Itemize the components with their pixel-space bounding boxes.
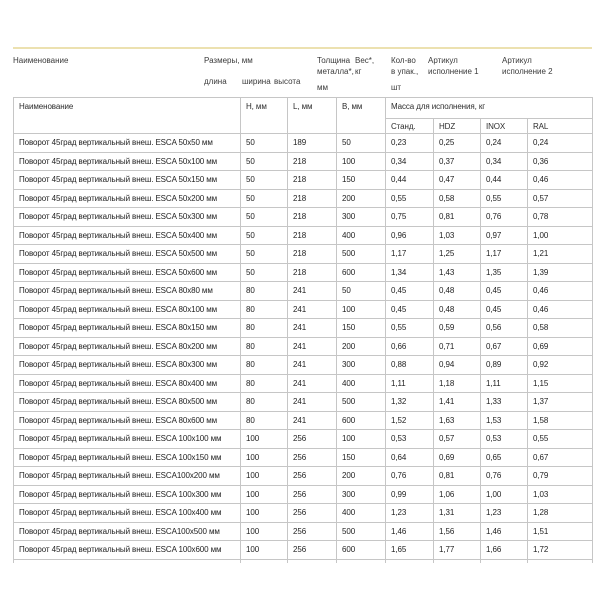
l-cell: 256 (288, 522, 337, 541)
h-cell: 50 (241, 152, 288, 171)
mass-inox-cell: 0,65 (481, 448, 528, 467)
top-header-article1-1: Артикул (428, 56, 458, 65)
mass-ral-cell: 0,92 (528, 356, 593, 375)
mass-hdz-cell: 1,77 (434, 541, 481, 560)
l-cell: 256 (288, 504, 337, 523)
mass-inox-cell: 0,89 (481, 356, 528, 375)
l-cell: 218 (288, 189, 337, 208)
mass-hdz-cell: 0,81 (434, 467, 481, 486)
mass-std-cell: 0,99 (386, 485, 434, 504)
mass-ral-cell: 1,28 (528, 504, 593, 523)
product-name-cell: Поворот 45град вертикальный внеш. ESCA 50x400 мм (14, 226, 241, 245)
empty-cell (386, 559, 434, 563)
mass-hdz-cell: 0,48 (434, 300, 481, 319)
mass-std-cell: 1,52 (386, 411, 434, 430)
product-name-cell: Поворот 45град вертикальный внеш. ESCA 100x600 мм (14, 541, 241, 560)
product-name-cell: Поворот 45град вертикальный внеш. ESCA 50x500 мм (14, 245, 241, 264)
top-header-thickness-3: мм (317, 83, 328, 90)
mass-ral-cell: 0,55 (528, 430, 593, 449)
h-cell: 100 (241, 541, 288, 560)
table-row (14, 263, 593, 282)
mass-inox-cell: 0,55 (481, 189, 528, 208)
l-cell: 241 (288, 374, 337, 393)
mass-inox-cell: 0,56 (481, 319, 528, 338)
h-cell: 50 (241, 171, 288, 190)
top-header-height: высота (274, 77, 301, 86)
top-header-sizes: Размеры, мм (204, 56, 253, 65)
product-name-cell: Поворот 45град вертикальный внеш. ESCA 50x200 мм (14, 189, 241, 208)
mass-inox-cell: 0,24 (481, 134, 528, 153)
l-cell: 256 (288, 430, 337, 449)
table-row (14, 541, 593, 560)
l-cell: 256 (288, 448, 337, 467)
h-cell: 50 (241, 134, 288, 153)
mass-std-cell: 0,45 (386, 282, 434, 301)
table-row (14, 356, 593, 375)
mass-inox-cell: 0,76 (481, 208, 528, 227)
table-row (14, 171, 593, 190)
b-cell: 600 (337, 411, 386, 430)
l-cell: 218 (288, 171, 337, 190)
empty-cell (14, 559, 241, 563)
table-row (14, 208, 593, 227)
empty-cell (241, 559, 288, 563)
b-cell: 200 (337, 467, 386, 486)
h-cell: 80 (241, 282, 288, 301)
empty-cell (528, 559, 593, 563)
mass-ral-cell: 0,78 (528, 208, 593, 227)
mass-ral-cell: 1,03 (528, 485, 593, 504)
mass-inox-cell: 0,45 (481, 300, 528, 319)
mass-hdz-cell: 1,06 (434, 485, 481, 504)
table-row (14, 245, 593, 264)
mass-hdz-cell: 1,63 (434, 411, 481, 430)
product-name-cell: Поворот 45град вертикальный внеш. ESCA 50x50 мм (14, 134, 241, 153)
table-row (14, 152, 593, 171)
table-row (14, 467, 593, 486)
h-cell: 100 (241, 485, 288, 504)
mass-hdz-cell: 1,25 (434, 245, 481, 264)
table-row (14, 411, 593, 430)
mass-inox-cell: 1,53 (481, 411, 528, 430)
b-cell: 150 (337, 448, 386, 467)
mass-ral-cell: 1,72 (528, 541, 593, 560)
mass-std-cell: 1,34 (386, 263, 434, 282)
l-cell: 218 (288, 152, 337, 171)
mass-inox-cell: 1,35 (481, 263, 528, 282)
mass-std-cell: 0,34 (386, 152, 434, 171)
mass-std-cell: 0,64 (386, 448, 434, 467)
b-cell: 200 (337, 189, 386, 208)
l-cell: 218 (288, 263, 337, 282)
top-header-thickness-2: металла*, (317, 67, 354, 76)
mass-hdz-cell: 0,37 (434, 152, 481, 171)
mass-ral-cell: 0,67 (528, 448, 593, 467)
b-cell: 50 (337, 134, 386, 153)
h-cell: 100 (241, 467, 288, 486)
mass-ral-cell: 0,79 (528, 467, 593, 486)
product-name-cell: Поворот 45град вертикальный внеш. ESCA 100x300 мм (14, 485, 241, 504)
table-header-mass-group: Масса для исполнения, кг (386, 98, 593, 119)
mass-hdz-cell: 0,58 (434, 189, 481, 208)
mass-inox-cell: 1,23 (481, 504, 528, 523)
table-row (14, 134, 593, 153)
l-cell: 256 (288, 485, 337, 504)
b-cell: 200 (337, 337, 386, 356)
top-header-length: длина (204, 77, 227, 86)
l-cell: 241 (288, 393, 337, 412)
table-row-cropped (14, 559, 593, 563)
mass-hdz-cell: 1,18 (434, 374, 481, 393)
h-cell: 100 (241, 430, 288, 449)
mass-std-cell: 1,32 (386, 393, 434, 412)
h-cell: 80 (241, 319, 288, 338)
product-name-cell: Поворот 45град вертикальный внеш. ESCA 80x200 мм (14, 337, 241, 356)
h-cell: 50 (241, 189, 288, 208)
h-cell: 80 (241, 393, 288, 412)
product-name-cell: Поворот 45град вертикальный внеш. ESCA 80x400 мм (14, 374, 241, 393)
mass-ral-cell: 1,39 (528, 263, 593, 282)
mass-std-cell: 1,11 (386, 374, 434, 393)
divider-line (13, 47, 592, 49)
mass-std-cell: 1,65 (386, 541, 434, 560)
table-row (14, 226, 593, 245)
table-header-ral: RAL (528, 119, 593, 134)
table-header-h: H, мм (241, 98, 288, 134)
mass-ral-cell: 0,36 (528, 152, 593, 171)
mass-inox-cell: 1,11 (481, 374, 528, 393)
product-table-body (14, 134, 593, 564)
top-header-weight-1: Вес*, (355, 56, 375, 65)
b-cell: 150 (337, 319, 386, 338)
top-header-article1-2: исполнение 1 (428, 67, 479, 76)
mass-ral-cell: 0,24 (528, 134, 593, 153)
table-row (14, 319, 593, 338)
h-cell: 100 (241, 448, 288, 467)
table-row (14, 300, 593, 319)
mass-ral-cell: 0,57 (528, 189, 593, 208)
b-cell: 500 (337, 245, 386, 264)
product-name-cell: Поворот 45град вертикальный внеш. ESCA100x500 мм (14, 522, 241, 541)
mass-hdz-cell: 1,03 (434, 226, 481, 245)
mass-inox-cell: 1,17 (481, 245, 528, 264)
table-row (14, 522, 593, 541)
mass-ral-cell: 1,58 (528, 411, 593, 430)
table-row (14, 485, 593, 504)
mass-std-cell: 1,17 (386, 245, 434, 264)
h-cell: 50 (241, 208, 288, 227)
b-cell: 500 (337, 522, 386, 541)
b-cell: 400 (337, 504, 386, 523)
h-cell: 50 (241, 245, 288, 264)
product-name-cell: Поворот 45град вертикальный внеш. ESCA 50x300 мм (14, 208, 241, 227)
mass-hdz-cell: 0,81 (434, 208, 481, 227)
h-cell: 50 (241, 263, 288, 282)
mass-std-cell: 0,23 (386, 134, 434, 153)
b-cell: 150 (337, 171, 386, 190)
mass-inox-cell: 1,00 (481, 485, 528, 504)
l-cell: 218 (288, 208, 337, 227)
mass-inox-cell: 0,53 (481, 430, 528, 449)
product-name-cell: Поворот 45град вертикальный внеш. ESCA 80x600 мм (14, 411, 241, 430)
top-header-width: ширина (242, 77, 271, 86)
b-cell: 100 (337, 430, 386, 449)
b-cell: 300 (337, 208, 386, 227)
h-cell: 80 (241, 337, 288, 356)
table-row (14, 504, 593, 523)
b-cell: 600 (337, 541, 386, 560)
b-cell: 100 (337, 300, 386, 319)
b-cell: 300 (337, 356, 386, 375)
h-cell: 80 (241, 374, 288, 393)
product-name-cell: Поворот 45град вертикальный внеш. ESCA100x200 мм (14, 467, 241, 486)
mass-hdz-cell: 1,43 (434, 263, 481, 282)
l-cell: 241 (288, 337, 337, 356)
mass-inox-cell: 1,46 (481, 522, 528, 541)
top-header-article2-1: Артикул (502, 56, 532, 65)
product-table (13, 97, 593, 563)
h-cell: 50 (241, 226, 288, 245)
mass-hdz-cell: 0,48 (434, 282, 481, 301)
empty-cell (434, 559, 481, 563)
mass-hdz-cell: 0,69 (434, 448, 481, 467)
l-cell: 241 (288, 356, 337, 375)
b-cell: 300 (337, 485, 386, 504)
product-name-cell: Поворот 45град вертикальный внеш. ESCA 50x100 мм (14, 152, 241, 171)
l-cell: 241 (288, 319, 337, 338)
empty-cell (288, 559, 337, 563)
mass-hdz-cell: 0,25 (434, 134, 481, 153)
product-name-cell: Поворот 45град вертикальный внеш. ESCA 80x150 мм (14, 319, 241, 338)
h-cell: 80 (241, 300, 288, 319)
mass-hdz-cell: 0,71 (434, 337, 481, 356)
mass-hdz-cell: 0,57 (434, 430, 481, 449)
mass-ral-cell: 0,46 (528, 171, 593, 190)
product-name-cell: Поворот 45град вертикальный внеш. ESCA 80x80 мм (14, 282, 241, 301)
l-cell: 256 (288, 541, 337, 560)
product-name-cell: Поворот 45град вертикальный внеш. ESCA 100x150 мм (14, 448, 241, 467)
b-cell: 500 (337, 393, 386, 412)
h-cell: 100 (241, 522, 288, 541)
mass-std-cell: 0,53 (386, 430, 434, 449)
table-header-inox: INOX (481, 119, 528, 134)
product-name-cell: Поворот 45град вертикальный внеш. ESCA 80x300 мм (14, 356, 241, 375)
mass-std-cell: 1,46 (386, 522, 434, 541)
table-row (14, 282, 593, 301)
l-cell: 241 (288, 411, 337, 430)
mass-ral-cell: 1,00 (528, 226, 593, 245)
h-cell: 80 (241, 411, 288, 430)
top-header-thickness-1: Толщина (317, 56, 351, 65)
l-cell: 218 (288, 226, 337, 245)
mass-ral-cell: 0,58 (528, 319, 593, 338)
mass-std-cell: 0,76 (386, 467, 434, 486)
h-cell: 100 (241, 504, 288, 523)
mass-inox-cell: 0,76 (481, 467, 528, 486)
mass-hdz-cell: 1,41 (434, 393, 481, 412)
l-cell: 218 (288, 245, 337, 264)
table-row (14, 337, 593, 356)
top-header-name: Наименование (13, 56, 69, 65)
mass-ral-cell: 1,51 (528, 522, 593, 541)
table-row (14, 374, 593, 393)
table-row (14, 448, 593, 467)
mass-ral-cell: 0,46 (528, 282, 593, 301)
mass-hdz-cell: 1,56 (434, 522, 481, 541)
mass-std-cell: 0,88 (386, 356, 434, 375)
mass-std-cell: 0,66 (386, 337, 434, 356)
mass-ral-cell: 0,46 (528, 300, 593, 319)
table-header-std: Станд. (386, 119, 434, 134)
mass-inox-cell: 0,67 (481, 337, 528, 356)
product-name-cell: Поворот 45град вертикальный внеш. ESCA 80x100 мм (14, 300, 241, 319)
mass-hdz-cell: 1,31 (434, 504, 481, 523)
b-cell: 400 (337, 226, 386, 245)
mass-inox-cell: 0,97 (481, 226, 528, 245)
mass-std-cell: 0,55 (386, 189, 434, 208)
mass-inox-cell: 0,45 (481, 282, 528, 301)
l-cell: 256 (288, 467, 337, 486)
top-header-weight-2: кг (355, 67, 362, 76)
product-name-cell: Поворот 45град вертикальный внеш. ESCA 50x600 мм (14, 263, 241, 282)
l-cell: 241 (288, 300, 337, 319)
mass-std-cell: 0,44 (386, 171, 434, 190)
product-name-cell: Поворот 45град вертикальный внеш. ESCA 100x100 мм (14, 430, 241, 449)
b-cell: 600 (337, 263, 386, 282)
mass-std-cell: 0,96 (386, 226, 434, 245)
mass-inox-cell: 0,44 (481, 171, 528, 190)
mass-std-cell: 1,23 (386, 504, 434, 523)
mass-hdz-cell: 0,59 (434, 319, 481, 338)
l-cell: 189 (288, 134, 337, 153)
table-row (14, 189, 593, 208)
table-header-l: L, мм (288, 98, 337, 134)
empty-cell (481, 559, 528, 563)
mass-ral-cell: 1,21 (528, 245, 593, 264)
mass-inox-cell: 1,33 (481, 393, 528, 412)
mass-std-cell: 0,55 (386, 319, 434, 338)
mass-ral-cell: 1,37 (528, 393, 593, 412)
product-name-cell: Поворот 45град вертикальный внеш. ESCA 80x500 мм (14, 393, 241, 412)
b-cell: 50 (337, 282, 386, 301)
empty-cell (337, 559, 386, 563)
table-header-hdz: HDZ (434, 119, 481, 134)
table-row (14, 393, 593, 412)
top-header-article2-2: исполнение 2 (502, 67, 553, 76)
top-header-qty-3: шт (391, 83, 402, 90)
mass-std-cell: 0,75 (386, 208, 434, 227)
b-cell: 400 (337, 374, 386, 393)
mass-inox-cell: 1,66 (481, 541, 528, 560)
product-name-cell: Поворот 45град вертикальный внеш. ESCA 100x400 мм (14, 504, 241, 523)
top-header-qty-1: Кол-во (391, 56, 416, 65)
product-table-head (14, 98, 593, 134)
b-cell: 100 (337, 152, 386, 171)
mass-ral-cell: 1,15 (528, 374, 593, 393)
table-header-name: Наименование (14, 98, 241, 134)
h-cell: 80 (241, 356, 288, 375)
product-name-cell: Поворот 45град вертикальный внеш. ESCA 50x150 мм (14, 171, 241, 190)
top-header-qty-2: в упак., (391, 67, 419, 76)
table-header-b: B, мм (337, 98, 386, 134)
mass-std-cell: 0,45 (386, 300, 434, 319)
mass-hdz-cell: 0,47 (434, 171, 481, 190)
mass-ral-cell: 0,69 (528, 337, 593, 356)
mass-inox-cell: 0,34 (481, 152, 528, 171)
l-cell: 241 (288, 282, 337, 301)
mass-hdz-cell: 0,94 (434, 356, 481, 375)
table-row (14, 430, 593, 449)
